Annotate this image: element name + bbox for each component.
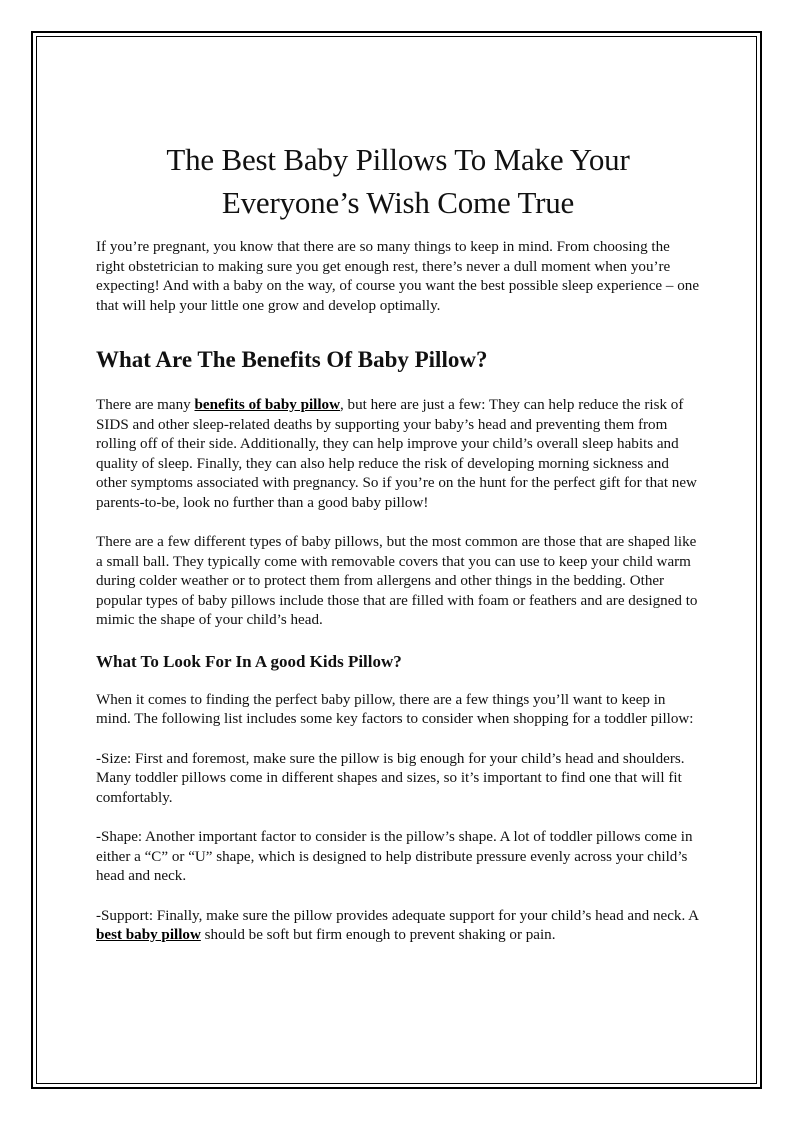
benefits-text-before: There are many [96, 397, 195, 413]
title-line-2: Everyone’s Wish Come True [221, 185, 575, 220]
benefits-text-after: , but here are just a few: They can help reduce the risk of SIDS and other sleep-related deaths by supporting your baby’s head and preventing them from rolling off of their side. Additionally, they can help improve your child’s overall sleep habits and quality of sleep. Finally, they can also help reduce the risk of developing morning sickness and other symptoms associated with pregnancy. So if you’re on the hunt for the perfect gift for that new parents-to-be, look no further than a good baby pillow! [96, 397, 697, 511]
what-to-look-for-heading: What To Look For In A good Kids Pillow? [96, 651, 402, 671]
benefits-paragraph [96, 396, 700, 513]
document-body [96, 138, 700, 966]
support-text-after: should be soft but firm enough to prevent shaking or pain. [200, 927, 556, 943]
title-line-1: The Best Baby Pillows To Make Your [166, 142, 630, 177]
pillow-types-paragraph: There are a few different types of baby pillows, but the most common are those that are shaped like a small ball. They typically come with removable covers that you can use to keep your child warm during colder weather or to protect them from allergens and other things in the bedding. Other popular types of baby pillows include those that are filled with foam or feathers and are designed to mimic the shape of your child’s head. [96, 534, 698, 628]
benefits-of-baby-pillow-link[interactable]: benefits of baby pillow [194, 397, 340, 413]
page-title [96, 138, 700, 224]
support-text-before: -Support: Finally, make sure the pillow provides adequate support for your child’s head and neck. A [96, 907, 699, 924]
support-paragraph [96, 907, 700, 946]
intro-paragraph: If you’re pregnant, you know that there are so many things to keep in mind. From choosing the right obstetrician to making sure you get enough rest, there’s never a dull moment when you’re expecting! And with a baby on the way, of course you want the best possible sleep experience – one that will help your little one grow and develop optimally. [96, 239, 700, 314]
benefits-heading: What Are The Benefits Of Baby Pillow? [96, 347, 488, 372]
size-paragraph: -Size: First and foremost, make sure the pillow is big enough for your child’s head and shoulders. Many toddler pillows come in different shapes and sizes, so it’s important to find one that will fit comfortably. [96, 750, 685, 806]
best-baby-pillow-link[interactable]: best baby pillow [96, 927, 201, 943]
look-for-intro-paragraph: When it comes to finding the perfect baby pillow, there are a few things you’ll want to keep in mind. The following list includes some key factors to consider when shopping for a toddler pillow: [96, 691, 694, 727]
shape-paragraph: -Shape: Another important factor to consider is the pillow’s shape. A lot of toddler pillows come in either a “C” or “U” shape, which is designed to help distribute pressure evenly across your child’s head and neck. [96, 829, 693, 884]
